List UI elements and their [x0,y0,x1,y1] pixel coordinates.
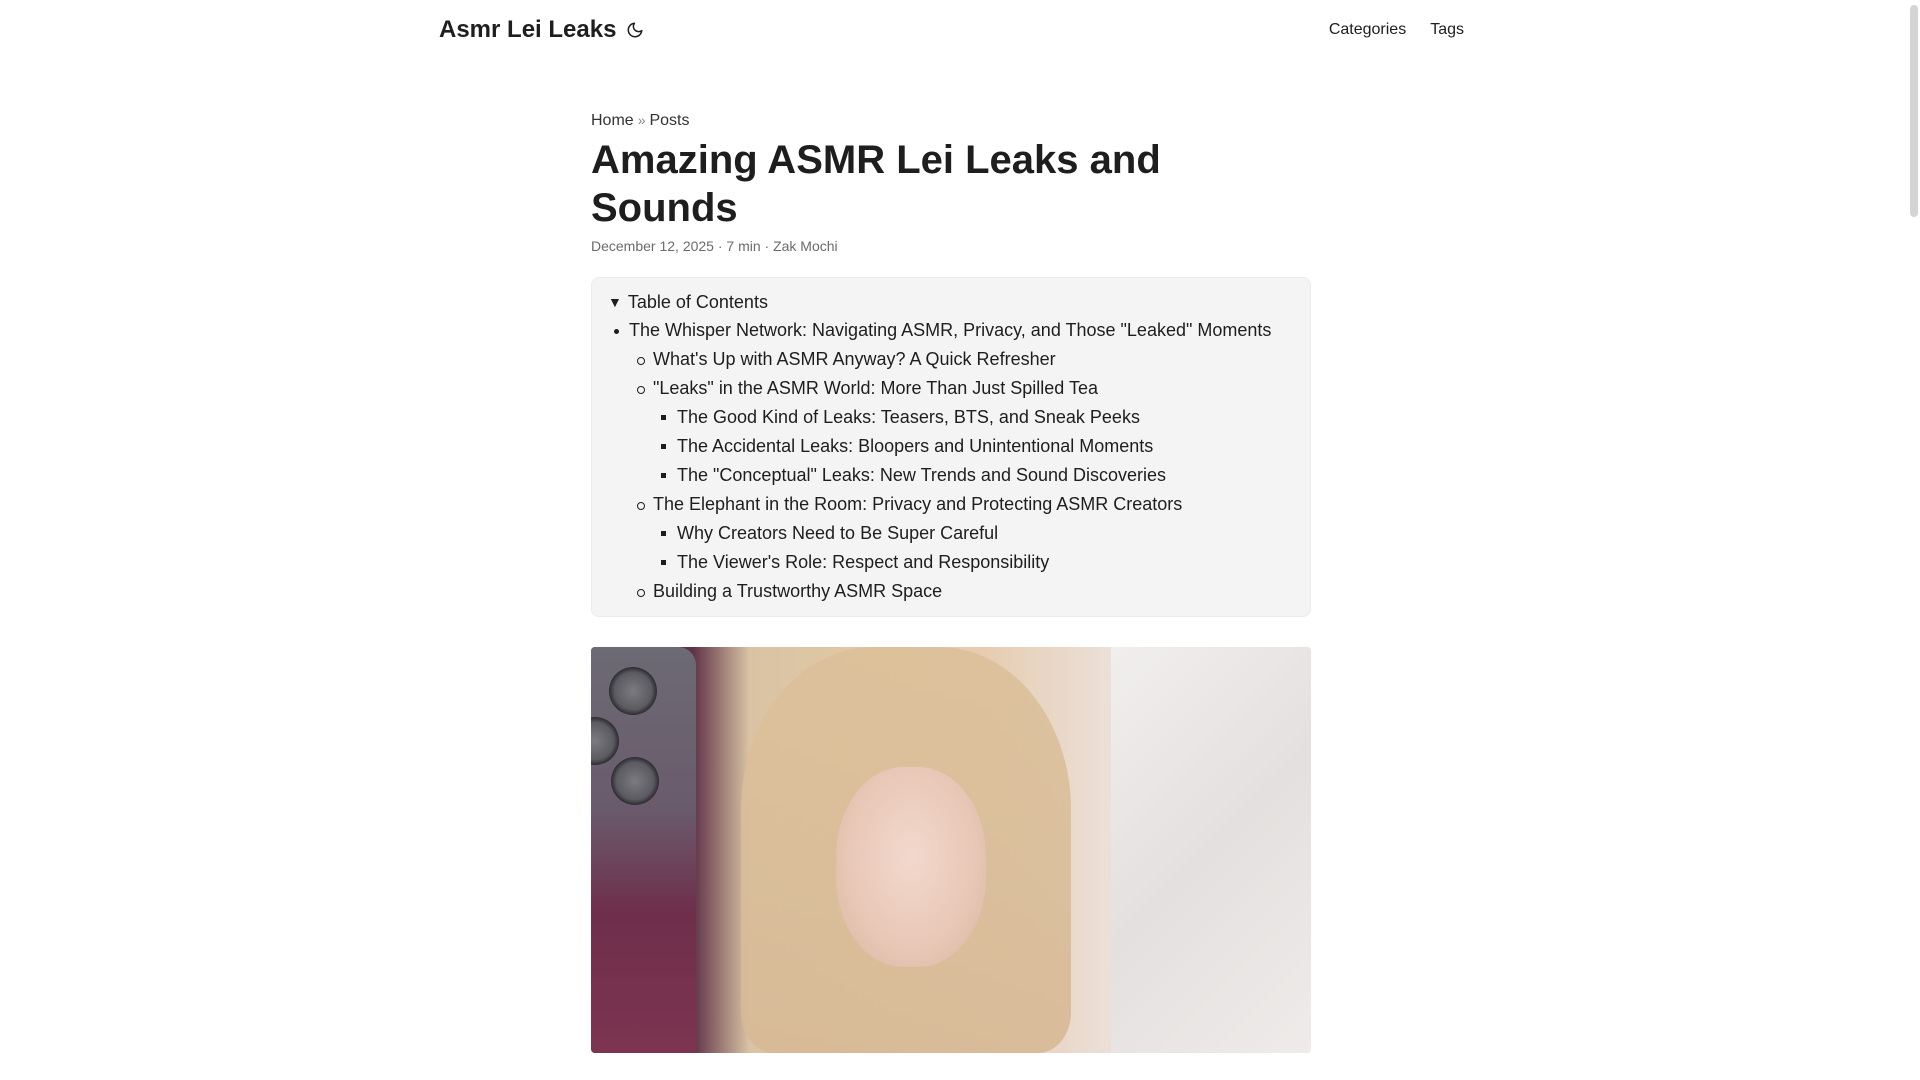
table-of-contents [591,277,1311,617]
toc-link[interactable]: The Viewer's Role: Respect and Responsibility [677,552,1050,572]
toc-link[interactable]: The Accidental Leaks: Bloopers and Unintentional Moments [677,436,1154,456]
site-logo-link[interactable]: Asmr Lei Leaks [439,16,617,43]
cover-image [591,647,1311,1053]
toc-link[interactable]: The Whisper Network: Navigating ASMR, Privacy, and Those "Leaked" Moments [629,320,1272,340]
scrollbar-thumb[interactable] [1910,5,1918,217]
site-header [0,0,1920,60]
main-nav [1329,18,1464,42]
toc-item [656,548,1294,577]
toc-link[interactable]: The Good Kind of Leaks: Teasers, BTS, and Sneak Peeks [677,407,1140,427]
theme-toggle-button[interactable] [624,19,646,41]
moon-icon [626,21,644,39]
toc-list [608,316,1294,606]
toc-link[interactable]: Why Creators Need to Be Super Careful [677,523,999,543]
toc-link[interactable]: "Leaks" in the ASMR World: More Than Just Spilled Tea [653,378,1098,398]
camera-lens-icon [609,667,657,715]
toc-item [608,316,1294,606]
toc-item [656,519,1294,548]
camera-lens-icon [611,757,659,805]
nav-link-categories[interactable]: Categories [1328,21,1407,38]
toc-sublist [656,519,1294,577]
toc-item [656,461,1294,490]
toc-item [632,577,1294,606]
toc-item [632,374,1294,490]
toc-item [632,490,1294,577]
camera-lens-icon [591,717,619,765]
breadcrumb-home-link[interactable]: Home [591,112,634,129]
breadcrumb-separator: » [637,112,646,128]
breadcrumb [591,108,1311,132]
cover-image-wall [1111,647,1311,1053]
cover-image-phone [591,647,696,1053]
triangle-down-icon: ▼ [608,294,622,310]
page-scrollbar[interactable] [1906,0,1920,1080]
cover-image-face [836,767,986,967]
post-main [591,108,1311,1053]
post-title: Amazing ASMR Lei Leaks and Sounds [591,138,1161,230]
toc-link[interactable]: The Elephant in the Room: Privacy and Protecting ASMR Creators [653,494,1183,514]
toc-link[interactable]: The "Conceptual" Leaks: New Trends and Sound Discoveries [677,465,1167,485]
toc-sublist [656,403,1294,490]
toc-sublist [632,345,1294,606]
post-meta: December 12, 2025 · 7 min · Zak Mochi [591,238,838,254]
toc-item [656,432,1294,461]
toc-link[interactable]: What's Up with ASMR Anyway? A Quick Refresher [653,349,1056,369]
toc-link[interactable]: Building a Trustworthy ASMR Space [653,581,943,601]
breadcrumb-posts-link[interactable]: Posts [649,112,690,129]
toc-summary-label: Table of Contents [627,292,768,312]
toc-item [656,403,1294,432]
nav-link-tags[interactable]: Tags [1430,21,1464,38]
toc-toggle[interactable] [608,288,1294,316]
toc-item [632,345,1294,374]
